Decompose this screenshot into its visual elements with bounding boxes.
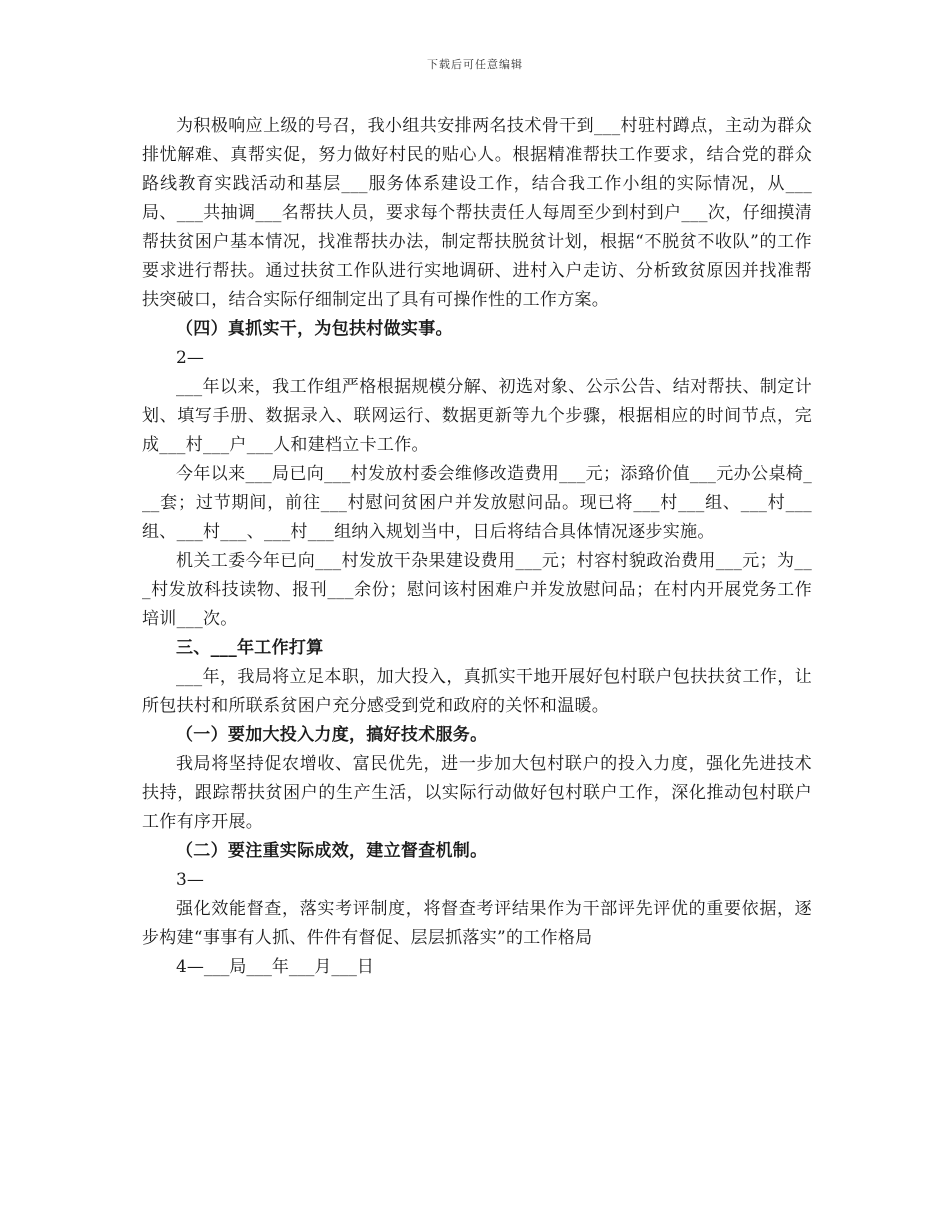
page-marker-3: 3— [176,870,204,890]
paragraph-4: 机关工委今年已向___村发放干杂果建设费用___元；村容村貌政治费用___元；为___村发放科技读物、报刊___余份；慰问该村困难户并发放慰问品；在村内开展党务工作培训___次。 [142,551,812,629]
section-heading-3: 三、___年工作打算 [176,638,324,658]
document-body [142,112,812,982]
paragraph-5: ___年，我局将立足本职，加大投入，真抓实干地开展好包村联户包扶扶贫工作，让所包扶村和所联系贫困户充分感受到党和政府的关怀和温暖。 [142,667,812,716]
paragraph-2: ___年以来，我工作组严格根据规模分解、初选对象、公示公告、结对帮扶、制定计划、填写手册、数据录入、联网运行、数据更新等九个步骤，根据相应的时间节点，完成___村___户___人和建档立卡工作。 [142,377,812,455]
paragraph-1: 为积极响应上级的号召，我小组共安排两名技术骨干到___村驻村蹲点，主动为群众排忧解难、真帮实促，努力做好村民的贴心人。根据精准帮扶工作要求，结合党的群众路线教育实践活动和基层___服务体系建设工作，结合我工作小组的实际情况，从___局、___共抽调___名帮扶人员，要求每个帮扶责任人每周至少到村到户___次，仔细摸清帮扶贫困户基本情况，找准帮扶办法，制定帮扶脱贫计划，根据“不脱贫不收队”的工作要求进行帮扶。通过扶贫工作队进行实地调研、进村入户走访、分析致贫原因并找准帮扶突破口，结合实际仔细制定出了具有可操作性的工作方案。 [142,116,812,310]
subsection-heading-1: （一）要加大投入力度，搞好技术服务。 [176,725,488,745]
subsection-heading-2: （二）要注重实际成效，建立督查机制。 [176,841,488,861]
section-heading-4: （四）真抓实干，为包扶村做实事。 [176,319,453,339]
paragraph-6: 我局将坚持促农增收、富民优先，进一步加大包村联户的投入力度，强化先进技术扶持，跟踪帮扶贫困户的生产生活，以实际行动做好包村联户工作，深化推动包村联户工作有序开展。 [142,754,812,832]
page-header: 下载后可任意编辑 [427,58,523,71]
signature-date-line: 4—___局___年___月___日 [176,957,374,977]
page-marker-2: 2— [176,348,204,368]
paragraph-7: 强化效能督查，落实考评制度，将督查考评结果作为干部评先评优的重要依据，逐步构建“事事有人抓、件件有督促、层层抓落实”的工作格局 [142,899,812,948]
paragraph-3: 今年以来___局已向___村发放村委会维修改造费用___元；添臵价值___元办公桌椅___套；过节期间，前往___村慰问贫困户并发放慰问品。现已将___村___组、___村___组、___村___、___村___组纳入规划当中，日后将结合具体情况逐步实施。 [142,464,812,542]
